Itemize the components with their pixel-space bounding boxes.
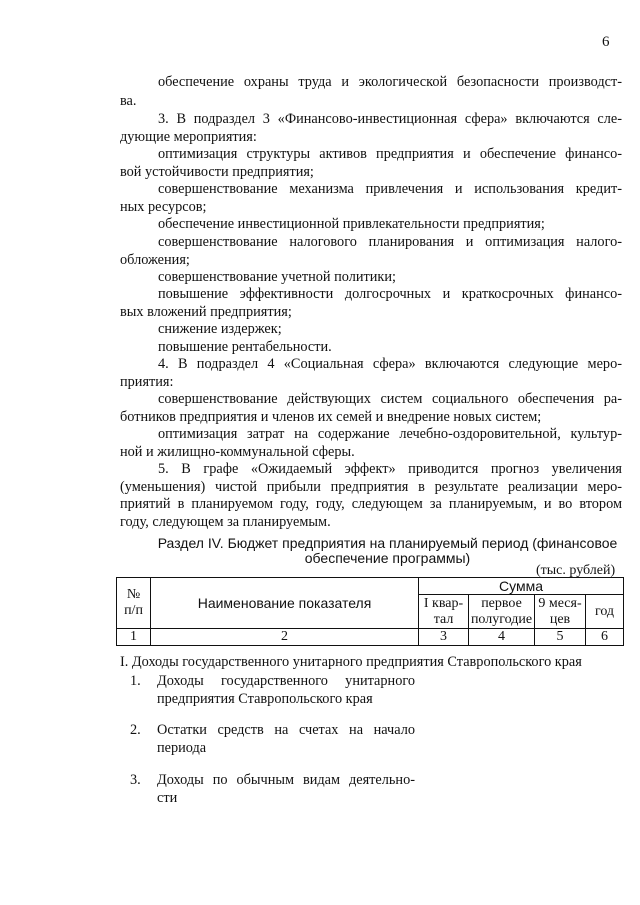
header-sum: Сумма: [419, 578, 624, 595]
text-line: совершенствование механизма привлечения и использования кредит-: [158, 181, 622, 197]
text-line: совершенствование налогового планирования и оптимизация налого-: [158, 234, 622, 250]
header-year: год: [586, 595, 624, 629]
header-name: Наименование показателя: [151, 578, 419, 629]
text-line: ва.: [120, 93, 137, 109]
text-line: оптимизация структуры активов предприятия и обеспечение финансо-: [158, 146, 622, 162]
text-line: вой устойчивости предприятия;: [120, 164, 314, 180]
list-item: [130, 771, 430, 811]
text-line: ной и жилищно-коммунальной сферы.: [120, 444, 355, 460]
item-text: [157, 721, 415, 757]
header-nine-months-line1: 9 меся-: [538, 595, 582, 611]
units-label: (тыс. рублей): [536, 563, 616, 578]
text-line: снижение издержек;: [158, 321, 282, 337]
item-text-line: сти: [157, 790, 178, 806]
text-line: обложения;: [120, 252, 190, 268]
budget-table: [116, 577, 624, 646]
header-half-year-line1: первое: [481, 595, 522, 611]
header-q1: [419, 595, 469, 629]
item-text: [157, 771, 415, 807]
text-line: повышение рентабельности.: [158, 339, 332, 355]
column-number: 3: [419, 629, 469, 646]
text-line: 5. В графе «Ожидаемый эффект» приводится прогноз увеличения: [158, 461, 622, 477]
section-title-line: обеспечение программы): [304, 550, 471, 566]
item-text-line: Доходы по обычным видам деятельно-: [157, 772, 415, 788]
header-half-year-line2: полугодие: [470, 611, 533, 627]
text-line: ных ресурсов;: [120, 199, 207, 215]
text-line: 4. В подраздел 4 «Социальная сфера» включаются следующие меро-: [158, 356, 622, 372]
item-text: [157, 672, 415, 708]
header-half-year: [469, 595, 535, 629]
text-line: ботников предприятия и членов их семей и внедрение новых систем;: [120, 409, 542, 425]
section-title-line: Раздел IV. Бюджет предприятия на планируемый период (финансовое: [157, 535, 618, 551]
header-number: [117, 578, 151, 629]
section-title: [150, 536, 625, 566]
header-q1-line2: тал: [433, 611, 454, 627]
text-line: повышение эффективности долгосрочных и краткосрочных финансо-: [158, 286, 622, 302]
item-number: 1.: [130, 673, 141, 689]
text-line: оптимизация затрат на содержание лечебно-оздоровительной, культур-: [158, 426, 622, 442]
list-item: [130, 721, 430, 761]
text-line: приятия:: [120, 374, 174, 390]
header-number-line1: №: [126, 587, 141, 602]
text-line: обеспечение инвестиционной привлекательности предприятия;: [158, 216, 545, 232]
income-heading: I. Доходы государственного унитарного предприятия Ставропольского края: [120, 654, 582, 670]
item-number: 2.: [130, 722, 141, 738]
text-line: приятий в планируемом году, году, следующем за планируемым, и во втором: [120, 496, 622, 512]
text-line: совершенствование учетной политики;: [158, 269, 397, 285]
header-q1-line1: I квар-: [423, 595, 464, 611]
header-nine-months-line2: цев: [549, 611, 571, 627]
text-line: дующие мероприятия:: [120, 129, 257, 145]
column-number: 6: [586, 629, 624, 646]
list-item: [130, 672, 430, 712]
column-number: 1: [117, 629, 151, 646]
column-number: 4: [469, 629, 535, 646]
text-line: году, следующем за планируемым.: [120, 514, 331, 530]
item-text-line: Остатки средств на счетах на начало: [157, 722, 415, 738]
text-line: 3. В подраздел 3 «Финансово-инвестиционная сфера» включаются сле-: [158, 111, 622, 127]
item-text-line: периода: [157, 740, 207, 756]
text-line: вых вложений предприятия;: [120, 304, 292, 320]
header-nine-months: [535, 595, 586, 629]
header-number-line2: п/п: [124, 603, 143, 618]
page-number: 6: [602, 34, 610, 50]
text-line: обеспечение охраны труда и экологической безопасности производст-: [158, 74, 622, 90]
column-number: 5: [535, 629, 586, 646]
column-number: 2: [151, 629, 419, 646]
item-text-line: Доходы государственного унитарного: [157, 673, 415, 689]
item-number: 3.: [130, 772, 141, 788]
item-text-line: предприятия Ставропольского края: [157, 691, 373, 707]
text-line: (уменьшения) чистой прибыли предприятия в результате реализации меро-: [120, 479, 622, 495]
text-line: совершенствование действующих систем социального обеспечения ра-: [158, 391, 622, 407]
